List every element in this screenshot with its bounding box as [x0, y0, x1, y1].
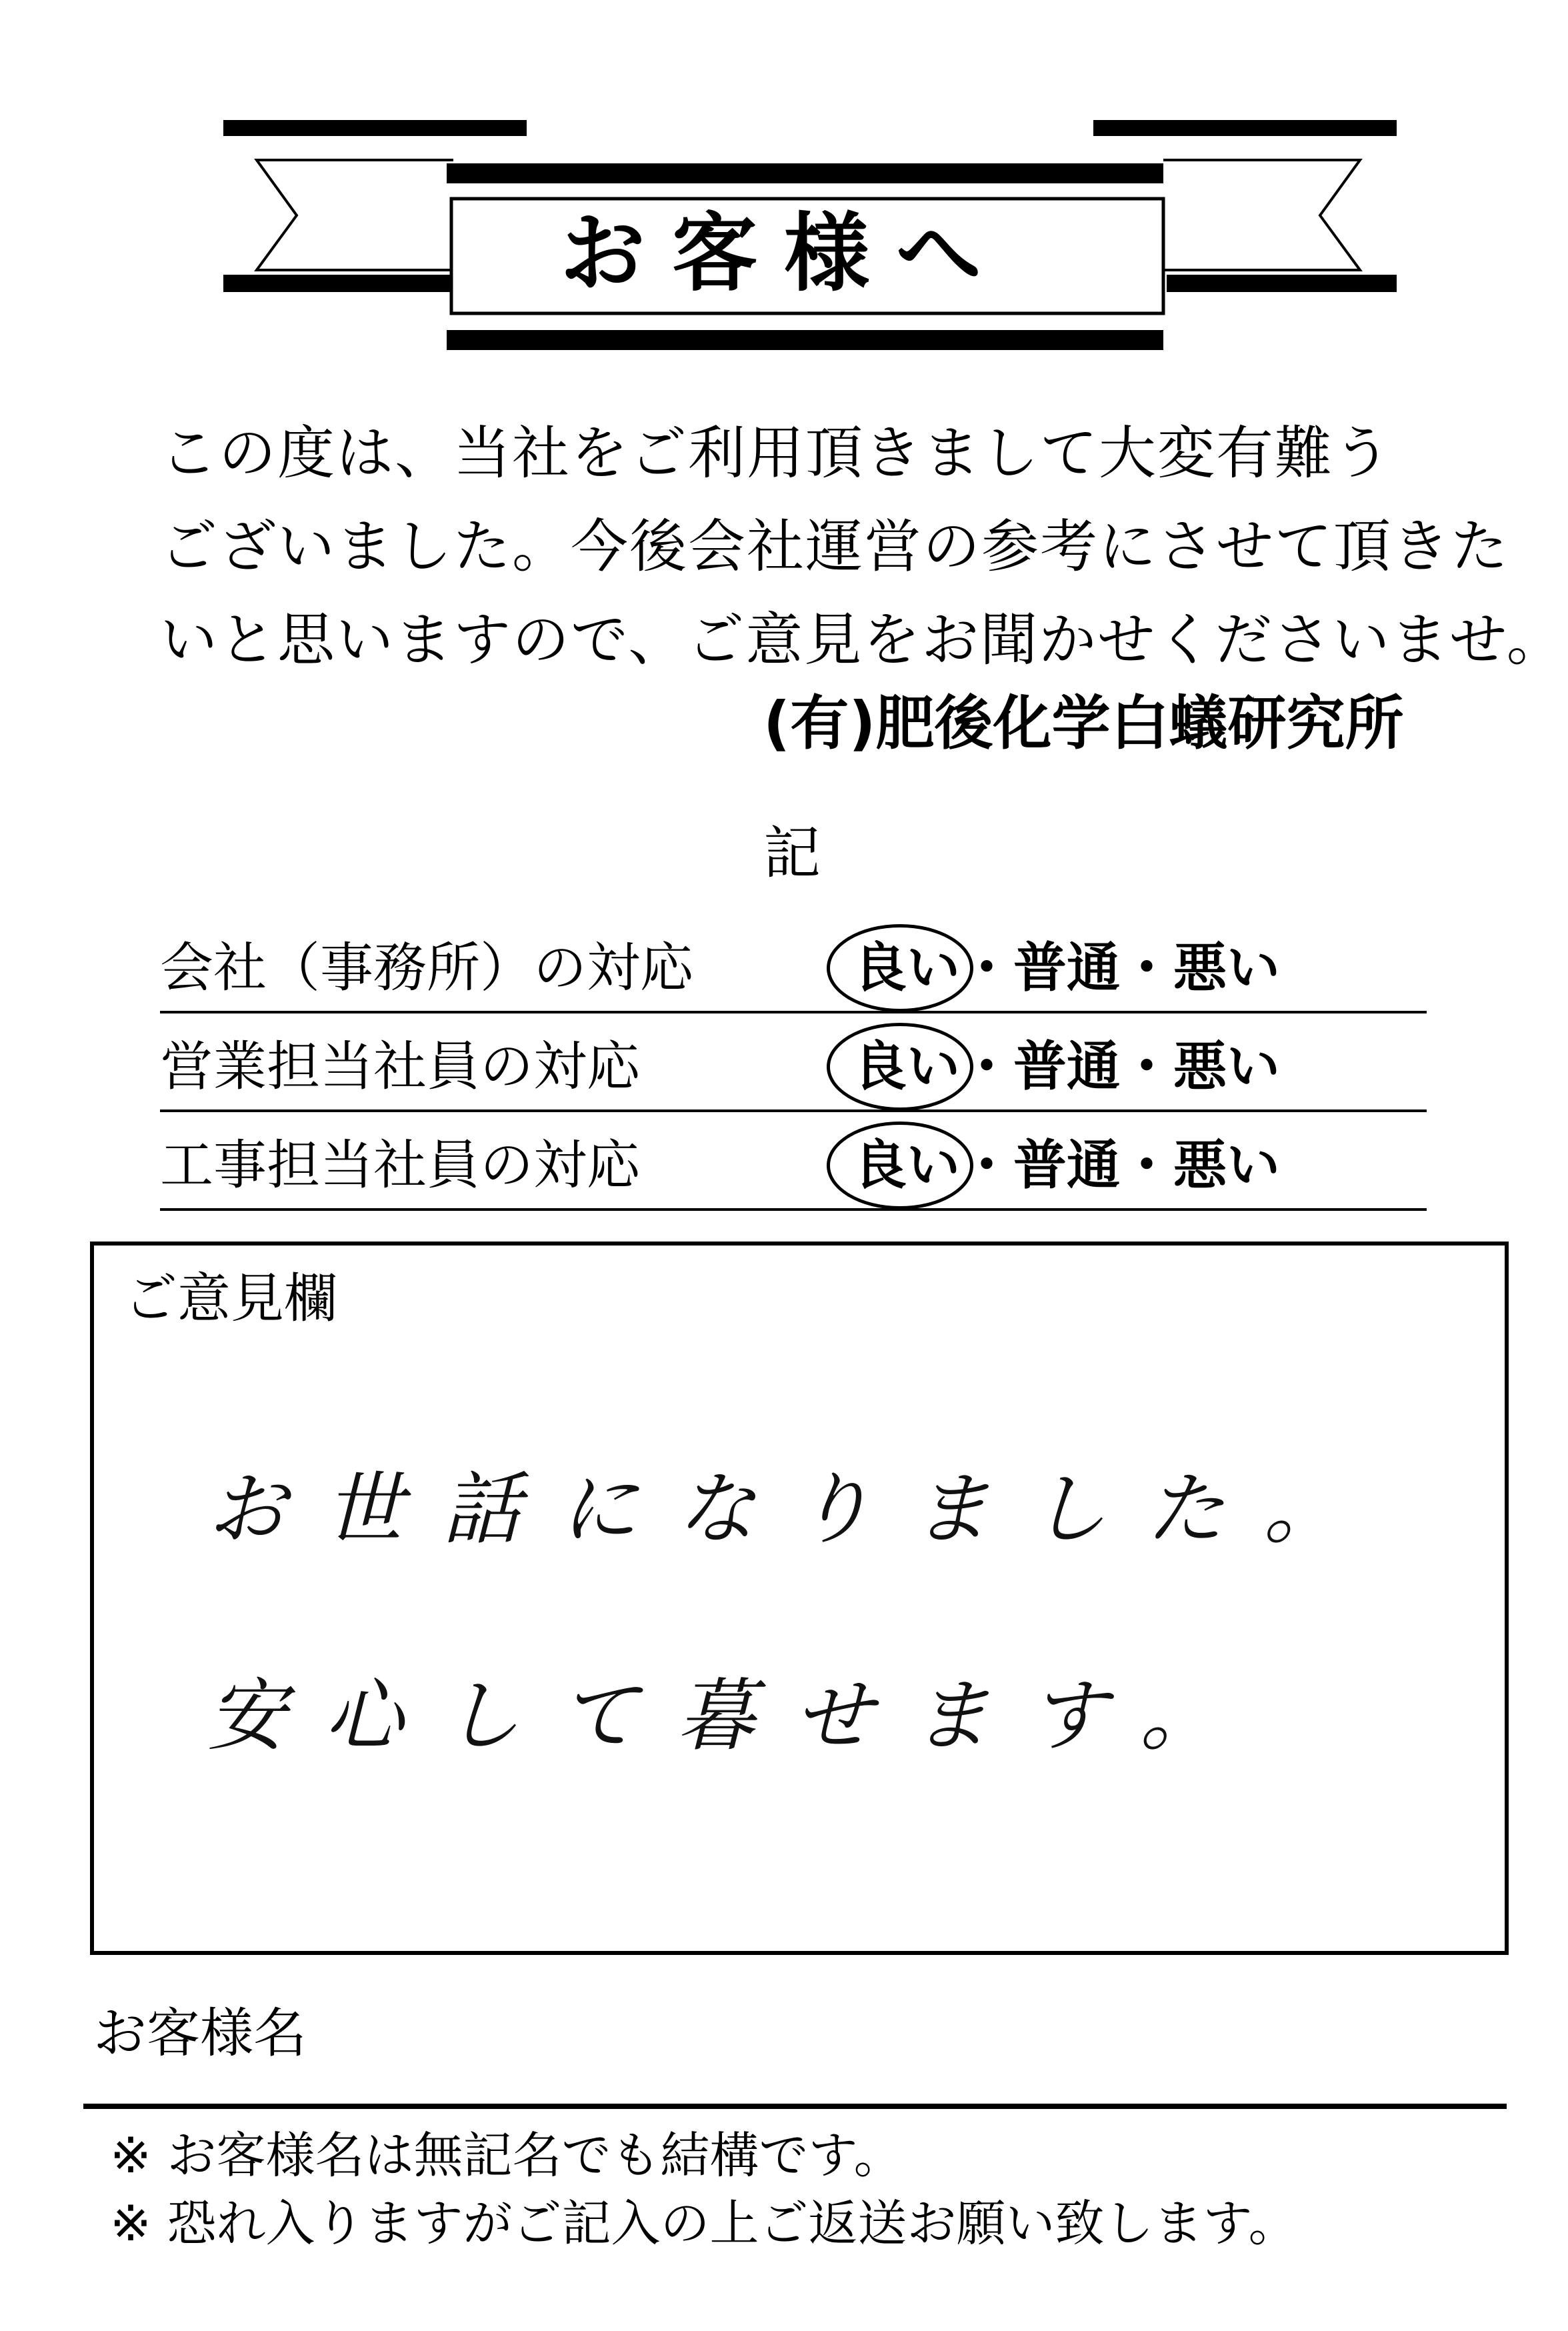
opinion-box[interactable] — [90, 1242, 1509, 1955]
evaluation-choices[interactable]: 良い・普通・悪い — [853, 937, 1280, 999]
ki-heading: 記 — [763, 820, 821, 887]
evaluation-row-sales — [160, 1013, 1427, 1112]
evaluation-choices[interactable]: 良い・普通・悪い — [853, 1134, 1280, 1196]
company-name: (有)肥後化学白蟻研究所 — [763, 689, 1404, 757]
evaluation-label: 工事担当社員の対応 — [160, 1134, 640, 1196]
row-divider — [160, 1208, 1427, 1211]
opinion-label: ご意見欄 — [124, 1268, 337, 1330]
footnote: ※ お客様名は無記名でも結構です。 — [110, 2127, 903, 2184]
banner-top-left-bar — [223, 120, 527, 136]
handwritten-comment-line: 安心して暮せます。 — [207, 1670, 1257, 1762]
evaluation-row-office — [160, 915, 1427, 1013]
banner-bottom-center-bar — [447, 330, 1163, 350]
evaluation-label: 営業担当社員の対応 — [160, 1035, 640, 1097]
intro-paragraph — [160, 407, 1565, 687]
footnote: ※ 恐れ入りますがご記入の上ご返送お願い致します。 — [110, 2195, 1298, 2252]
customer-name-label: お客様名 — [93, 2002, 307, 2064]
customer-name-field-line[interactable] — [83, 2104, 1507, 2109]
page-title: お客様へ — [559, 203, 1008, 303]
intro-line: いと思いますので、ご意見をお聞かせくださいませ。 — [160, 607, 1565, 673]
footnotes — [110, 2122, 1298, 2258]
evaluation-row-construction — [160, 1112, 1427, 1211]
title-banner — [0, 0, 1568, 373]
intro-line: ございました。今後会社運営の参考にさせて頂きた — [160, 513, 1509, 580]
handwritten-comment-line: お世話になりました。 — [207, 1463, 1381, 1555]
banner-top-center-bar — [447, 163, 1163, 183]
intro-line: この度は、当社をご利用頂きまして大変有難う — [160, 420, 1392, 487]
evaluation-label: 会社（事務所）の対応 — [160, 937, 693, 999]
evaluation-choices[interactable]: 良い・普通・悪い — [853, 1035, 1280, 1097]
banner-top-right-bar — [1093, 120, 1397, 136]
